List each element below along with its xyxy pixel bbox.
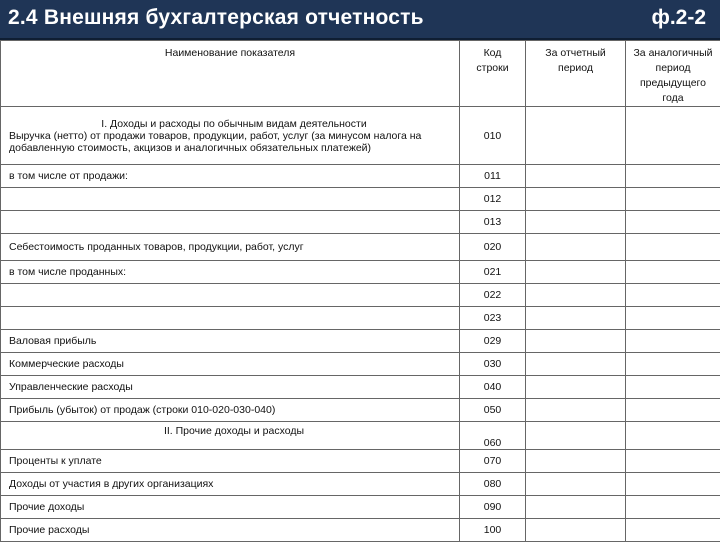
previous-period-cell[interactable]	[626, 188, 720, 211]
table-row	[1, 519, 720, 542]
previous-period-cell[interactable]	[626, 422, 720, 450]
table-row	[1, 211, 720, 234]
row-code: 023	[460, 307, 526, 330]
table-row	[1, 473, 720, 496]
row-code: 050	[460, 399, 526, 422]
row-code: 030	[460, 353, 526, 376]
row-code: 080	[460, 473, 526, 496]
row-code: 090	[460, 496, 526, 519]
table-row	[1, 188, 720, 211]
current-period-cell[interactable]	[526, 261, 626, 284]
row-name	[1, 211, 460, 234]
table-row	[1, 376, 720, 399]
row-name: в том числе проданных:	[1, 261, 460, 284]
table-row	[1, 107, 720, 165]
row-name: в том числе от продажи:	[1, 165, 460, 188]
page-title: 2.4 Внешняя бухгалтерская отчетность	[8, 6, 424, 30]
previous-period-cell[interactable]	[626, 165, 720, 188]
row-code: 011	[460, 165, 526, 188]
table-row	[1, 330, 720, 353]
row-code: 021	[460, 261, 526, 284]
current-period-cell[interactable]	[526, 399, 626, 422]
row-code: 070	[460, 450, 526, 473]
current-period-cell[interactable]	[526, 211, 626, 234]
row-name	[1, 107, 460, 165]
previous-period-cell[interactable]	[626, 353, 720, 376]
table-row	[1, 399, 720, 422]
current-period-cell[interactable]	[526, 165, 626, 188]
current-period-cell[interactable]	[526, 473, 626, 496]
previous-period-cell[interactable]	[626, 376, 720, 399]
row-name	[1, 422, 460, 450]
current-period-cell[interactable]	[526, 496, 626, 519]
current-period-cell[interactable]	[526, 107, 626, 165]
form-number: ф.2-2	[651, 6, 706, 30]
previous-period-cell[interactable]	[626, 234, 720, 261]
previous-period-cell[interactable]	[626, 284, 720, 307]
row-code: 029	[460, 330, 526, 353]
previous-period-cell[interactable]	[626, 107, 720, 165]
row-code: 022	[460, 284, 526, 307]
row-name: Управленческие расходы	[1, 376, 460, 399]
table-row	[1, 496, 720, 519]
column-header-previous: За аналогичный период предыдущего года	[626, 41, 720, 107]
row-name	[1, 307, 460, 330]
row-name: Валовая прибыль	[1, 330, 460, 353]
header-row	[1, 41, 720, 107]
table-row	[1, 450, 720, 473]
row-name: Проценты к уплате	[1, 450, 460, 473]
previous-period-cell[interactable]	[626, 399, 720, 422]
report-table	[0, 40, 720, 542]
row-name: Себестоимость проданных товаров, продукции, работ, услуг	[1, 234, 460, 261]
row-name: Прочие доходы	[1, 496, 460, 519]
current-period-cell[interactable]	[526, 519, 626, 542]
previous-period-cell[interactable]	[626, 450, 720, 473]
previous-period-cell[interactable]	[626, 519, 720, 542]
previous-period-cell[interactable]	[626, 473, 720, 496]
previous-period-cell[interactable]	[626, 261, 720, 284]
current-period-cell[interactable]	[526, 450, 626, 473]
row-code: 040	[460, 376, 526, 399]
table-row	[1, 261, 720, 284]
table-row	[1, 234, 720, 261]
previous-period-cell[interactable]	[626, 330, 720, 353]
column-header-name: Наименование показателя	[1, 41, 460, 107]
title-bar	[0, 0, 720, 40]
section-title: I. Доходы и расходы по обычным видам деятельности	[9, 118, 459, 130]
table-row	[1, 284, 720, 307]
row-name: Прибыль (убыток) от продаж (строки 010-020-030-040)	[1, 399, 460, 422]
current-period-cell[interactable]	[526, 422, 626, 450]
row-name: Прочие расходы	[1, 519, 460, 542]
row-name: Коммерческие расходы	[1, 353, 460, 376]
column-header-code: Код строки	[460, 41, 526, 107]
current-period-cell[interactable]	[526, 284, 626, 307]
table-row	[1, 353, 720, 376]
row-label: Выручка (нетто) от продажи товаров, продукции, работ, услуг (за минусом налога на добавленную стоимость, акцизов и аналогичных обязательных платежей)	[9, 130, 421, 154]
column-header-current: За отчетный период	[526, 41, 626, 107]
previous-period-cell[interactable]	[626, 496, 720, 519]
current-period-cell[interactable]	[526, 330, 626, 353]
table-row	[1, 422, 720, 450]
current-period-cell[interactable]	[526, 234, 626, 261]
current-period-cell[interactable]	[526, 307, 626, 330]
current-period-cell[interactable]	[526, 188, 626, 211]
row-code: 020	[460, 234, 526, 261]
current-period-cell[interactable]	[526, 376, 626, 399]
row-code: 100	[460, 519, 526, 542]
previous-period-cell[interactable]	[626, 211, 720, 234]
row-name: Доходы от участия в других организациях	[1, 473, 460, 496]
previous-period-cell[interactable]	[626, 307, 720, 330]
row-code: 012	[460, 188, 526, 211]
section-title: II. Прочие доходы и расходы	[9, 425, 459, 437]
row-name	[1, 284, 460, 307]
current-period-cell[interactable]	[526, 353, 626, 376]
row-code: 013	[460, 211, 526, 234]
row-code: 060	[460, 422, 526, 450]
row-code: 010	[460, 107, 526, 165]
table-row	[1, 165, 720, 188]
table-row	[1, 307, 720, 330]
row-name	[1, 188, 460, 211]
